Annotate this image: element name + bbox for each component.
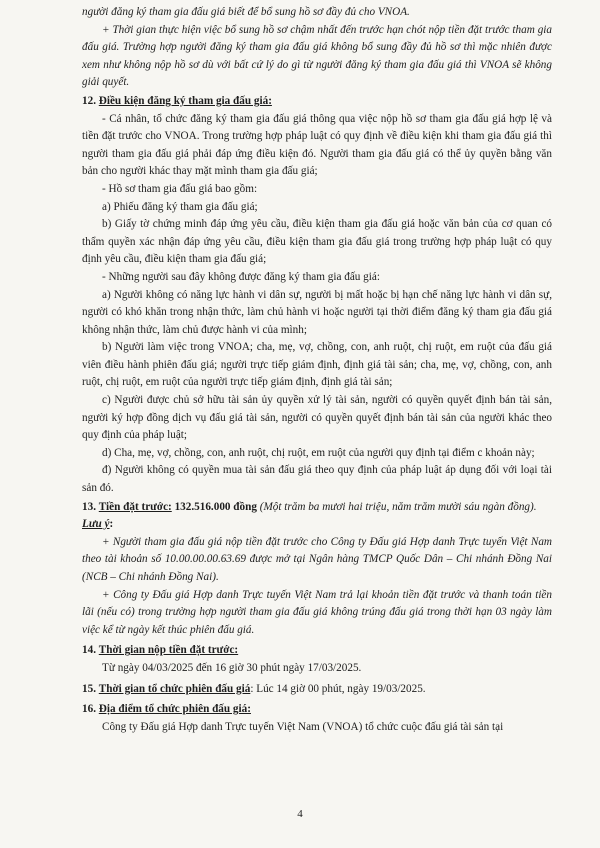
section-number: 12. [82, 94, 96, 107]
section-heading-12 [82, 93, 552, 111]
section-heading-16 [82, 701, 552, 719]
paragraph: Công ty Đấu giá Hợp danh Trực tuyến Việt Nam (VNOA) tổ chức cuộc đấu giá tài sản tại [102, 720, 504, 733]
section-title: Tiền đặt trước: [98, 500, 172, 513]
section-number: 14. [82, 644, 96, 657]
section-number: 15. [82, 682, 96, 695]
note-colon: : [109, 518, 114, 531]
paragraph: + Công ty Đấu giá Hợp danh Trực tuyến Việt Nam trả lại khoản tiền đặt trước và thanh toán tiền lãi (nếu có) trong trường hợp người tham gia đấu giá không trúng đấu giá trong thời hạn 03 ngày làm việc kể từ ngày kết thúc phiên đấu giá. [82, 588, 552, 636]
paragraph: Từ ngày 04/03/2025 đến 16 giờ 30 phút ngày 17/03/2025. [102, 661, 362, 674]
note-heading [82, 516, 552, 534]
paragraph: c) Người được chủ sở hữu tài sản ủy quyền xử lý tài sản, người có quyền quyết định bán tài sản, người ký hợp đồng dịch vụ đấu giá tài sản, người có quyền quyết định bán tài sản của người khác theo quy định của pháp luật; [82, 394, 552, 442]
paragraph: - Những người sau đây không được đăng ký tham gia đấu giá: [102, 270, 380, 283]
note-title: Lưu ý [82, 518, 110, 531]
paragraph: b) Người làm việc trong VNOA; cha, mẹ, vợ, chồng, con, anh ruột, chị ruột, em ruột của đấu giá viên điều hành phiên đấu giá; người trực tiếp giám định, định giá tài sản; cha, mẹ, vợ, chồng, con, anh ruột, chị ruột, em ruột của người trực tiếp giám định, định giá tài sản; [82, 341, 552, 389]
section-title: Thời gian tổ chức phiên đấu giá [98, 682, 251, 695]
paragraph: d) Cha, mẹ, vợ, chồng, con, anh ruột, chị ruột, em ruột của người quy định tại điểm c khoản này; [102, 446, 535, 459]
paragraph: a) Người không có năng lực hành vi dân sự, người bị mất hoặc bị hạn chế năng lực hành vi dân sự, người có khó khăn trong nhận thức, làm chủ hành vi hoặc người tại thời điểm đăng ký tham gia đấu giá không nhận thức, làm chủ được hành vi của mình; [82, 288, 552, 336]
section-heading-15 [82, 681, 552, 699]
deposit-amount: 132.516.000 đồng [174, 500, 257, 513]
section-heading-13 [82, 499, 552, 517]
paragraph: - Hồ sơ tham gia đấu giá bao gồm: [102, 182, 258, 195]
paragraph: a) Phiếu đăng ký tham gia đấu giá; [102, 200, 258, 213]
section-heading-14 [82, 642, 552, 660]
deposit-amount-words: (Một trăm ba mươi hai triệu, năm trăm mười sáu ngàn đồng). [259, 500, 537, 513]
section-title: Điều kiện đăng ký tham gia đấu giá: [98, 94, 272, 107]
paragraph: + Người tham gia đấu giá nộp tiền đặt trước cho Công ty Đấu giá Hợp danh Trực tuyến Việt Nam theo tài khoản số 10.00.00.00.63.69 được mở tại Ngân hàng TMCP Quốc Dân – Chi nhánh Đồng Nai (NCB – Chi nhánh Đồng Nai). [82, 535, 552, 583]
paragraph: - Cá nhân, tổ chức đăng ký tham gia đấu giá thông qua việc nộp hồ sơ tham gia đấu giá hợp lệ và tiền đặt trước cho VNOA. Trong trường hợp pháp luật có quy định về điều kiện khi tham gia đấu giá thì người tham gia đấu giá phải đáp ứng điều kiện đó. Người tham gia đấu giá có thể ủy quyền bằng văn bản cho người khác thay mặt mình tham gia đấu giá; [82, 112, 552, 178]
paragraph: b) Giấy tờ chứng minh đáp ứng yêu cầu, điều kiện tham gia đấu giá hoặc văn bản của cơ quan có thẩm quyền xác nhận đáp ứng yêu cầu, điều kiện tham gia đấu giá trong trường hợp pháp luật có quy định yêu cầu, điều kiện tham gia đấu giá; [82, 218, 552, 266]
page-number: 4 [297, 808, 303, 820]
section-title: Thời gian nộp tiền đặt trước: [98, 644, 239, 657]
paragraph: đ) Người không có quyền mua tài sản đấu giá theo quy định của pháp luật áp dụng đối với loại tài sản đó. [82, 464, 552, 495]
section-number: 13. [82, 500, 96, 513]
paragraph: + Thời gian thực hiện việc bổ sung hồ sơ chậm nhất đến trước hạn chót nộp tiền đặt trước tham gia đấu giá. Trường hợp người đăng ký tham gia đấu giá không bổ sung đầy đủ hồ sơ thì mặc nhiên được xem như không nộp hồ sơ dù với bất cứ lý do gì từ người đăng ký tham gia đấu giá thì VNOA sẽ không giải quyết. [82, 23, 552, 89]
section-number: 16. [82, 703, 96, 716]
section-value: : Lúc 14 giờ 00 phút, ngày 19/03/2025. [250, 682, 426, 695]
paragraph: người đăng ký tham gia đấu giá biết để bổ sung hồ sơ đầy đủ cho VNOA. [82, 6, 410, 18]
document-page [82, 4, 552, 736]
section-title: Địa điểm tổ chức phiên đấu giá: [98, 703, 251, 716]
